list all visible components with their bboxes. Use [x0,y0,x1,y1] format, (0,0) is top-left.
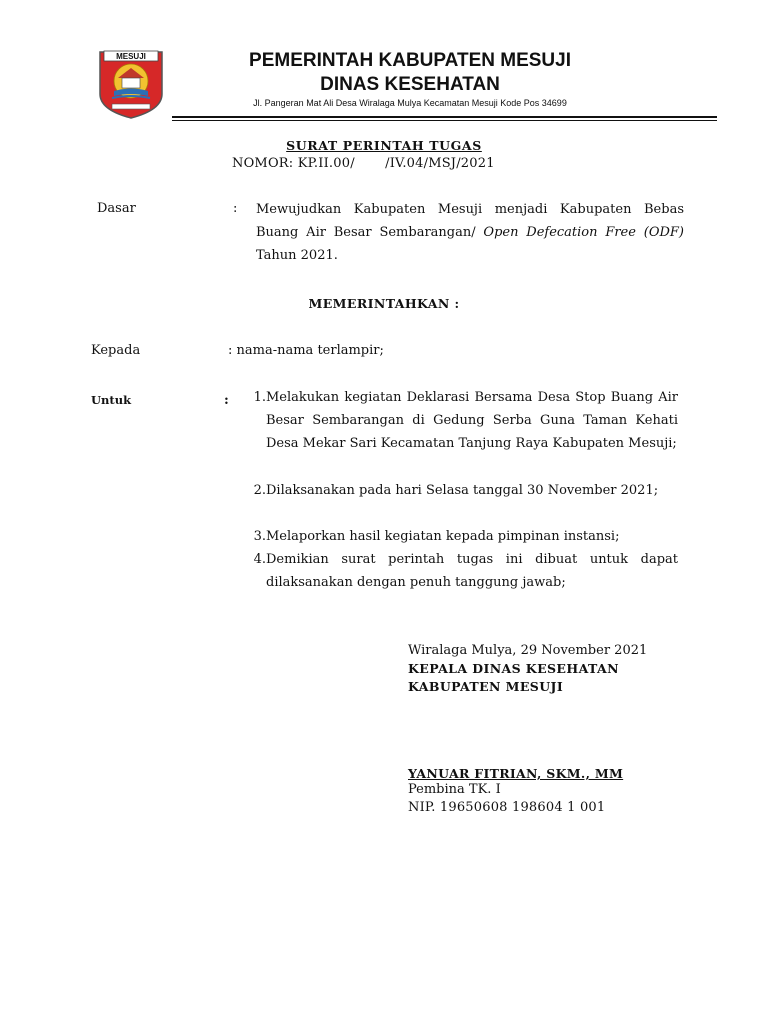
org-title-regency: PEMERINTAH KABUPATEN MESUJI [249,50,571,71]
task-list-text: Dilaksanakan pada hari Selasa tanggal 30 November 2021; [266,483,659,498]
logo-text: MESUJI [116,52,146,61]
dasar-text-italic: Open Defecation Free (ODF) [483,225,684,240]
signer-title-line-1: KEPALA DINAS KESEHATAN [408,661,619,676]
kepada-text: : nama-nama terlampir; [228,343,384,358]
dasar-label: Dasar [97,201,136,216]
kepada-label: Kepada [91,343,141,358]
signer-nip: NIP. 19650608 198604 1 001 [408,800,606,815]
task-list-item [246,548,678,594]
task-list-text: Melaporkan hasil kegiatan kepada pimpinan instansi; [266,529,620,544]
command-heading: MEMERINTAHKAN : [308,296,460,311]
document-number: NOMOR: KP.II.00/ /IV.04/MSJ/2021 [232,156,495,171]
task-list-text: Demikian surat perintah tugas ini dibuat untuk dapat dilaksanakan dengan penuh tanggung jawab; [266,552,678,590]
signature-place-date: Wiralaga Mulya, 29 November 2021 [408,643,648,658]
org-title-department: DINAS KESEHATAN [320,74,500,95]
task-list-item [246,525,678,548]
task-list-number: 2. [253,483,266,498]
letterhead-rule-thick [172,116,717,118]
org-address: Jl. Pangeran Mat Ali Desa Wiralaga Mulya Kecamatan Mesuji Kode Pos 34699 [253,98,567,108]
untuk-colon: : [224,393,229,408]
task-list-item [246,386,678,455]
dasar-text-part-2: Tahun 2021. [256,248,338,263]
task-list-number: 3. [253,529,266,544]
untuk-label: Untuk [91,393,132,407]
dasar-colon: : [233,201,238,216]
dasar-text-part-1: Mewujudkan Kabupaten Mesuji menjadi Kabupaten Bebas Buang Air Besar Sembarangan/ [256,202,684,240]
document-title: SURAT PERINTAH TUGAS [286,138,482,153]
signer-title-line-2: KABUPATEN MESUJI [408,679,564,694]
task-list-number: 1. [253,390,266,405]
task-list-text: Melakukan kegiatan Deklarasi Bersama Desa Stop Buang Air Besar Sembarangan di Gedung Serba Guna Taman Kehati Desa Mekar Sari Kecamatan Tanjung Raya Kabupaten Mesuji; [266,390,678,451]
dasar-text [256,198,684,267]
task-list-item [246,479,678,502]
mesuji-regency-logo [96,48,166,120]
signer-rank: Pembina TK. I [408,782,501,797]
task-list-number: 4. [253,552,266,567]
letterhead-rule-thin [172,120,717,121]
signer-name: YANUAR FITRIAN, SKM., MM [408,766,624,781]
